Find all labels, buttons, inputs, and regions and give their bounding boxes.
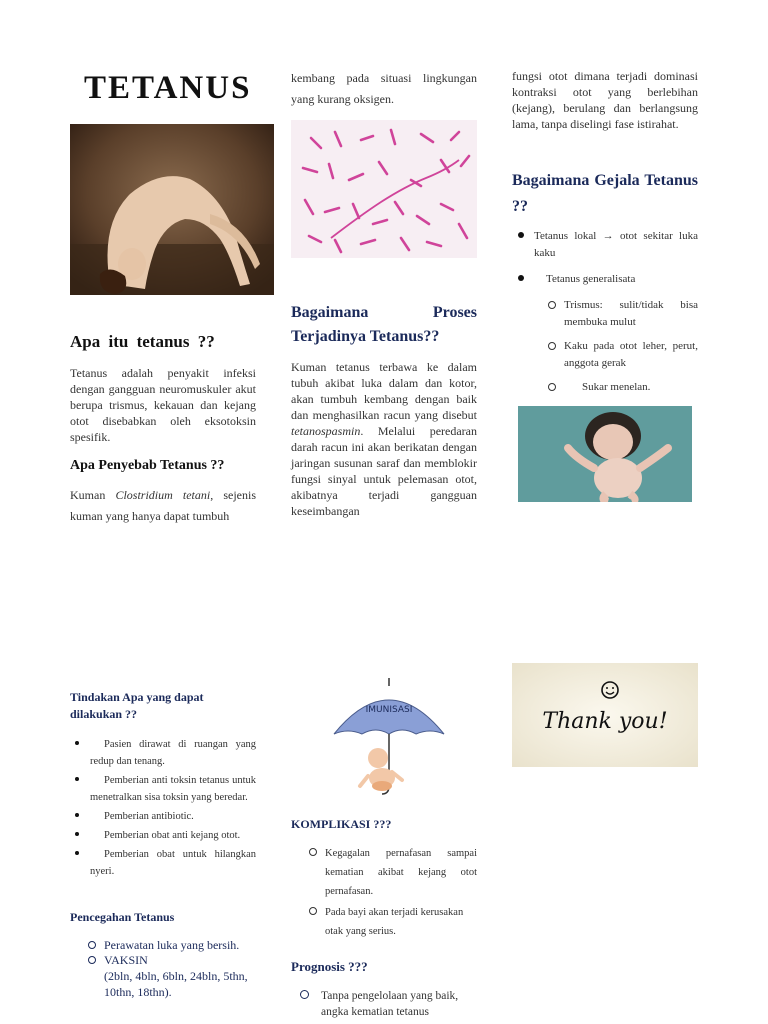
action-text: Pemberian anti toksin tetanus untuk menetralkan sisa toksin yang beredar. — [90, 775, 256, 803]
bullet-ring-icon — [300, 990, 309, 999]
bullet-ring-icon — [88, 956, 96, 964]
thank-you-note — [512, 663, 698, 767]
bullet-ring-icon — [548, 383, 556, 391]
bullet-dot-icon — [518, 232, 524, 238]
symptom-local-text: Tetanus lokal → otot sekitar luka kaku — [534, 230, 698, 259]
bullet-ring-icon — [548, 342, 556, 350]
cause-prefix: Kuman — [70, 488, 116, 502]
immunization-umbrella-illustration — [330, 674, 448, 802]
action-text: Pemberian obat anti kejang otot. — [104, 830, 241, 841]
prevention-text: Perawatan luka yang bersih. — [104, 938, 240, 952]
prognosis-item — [300, 988, 476, 1020]
what-is-tetanus-heading: Apa itu tetanus ?? — [70, 332, 215, 351]
tetanus-patient-painting — [70, 124, 274, 295]
sub-symptom-item — [512, 338, 698, 372]
what-is-tetanus-text: Tetanus adalah penyakit infeksi dengan gangguan neuromuskuler akut berupa trismus, kekauan dan kejang otot disebabkan oleh eksotoksin spesifik. — [70, 366, 256, 444]
symptoms-heading: Bagaimana Gejala Tetanus ?? — [512, 172, 698, 215]
action-item — [70, 846, 256, 880]
sub-symptom-item — [512, 297, 698, 331]
action-item — [70, 772, 256, 806]
cause-organism: Clostridium tetani — [115, 488, 211, 502]
complication-item — [309, 903, 477, 941]
bullet-dot-icon — [75, 832, 79, 836]
actions-heading: Tindakan Apa yang dapat dilakukan ?? — [70, 690, 204, 721]
actions-list — [70, 736, 256, 880]
bullet-dot-icon — [518, 275, 524, 281]
complication-text: Kegagalan pernafasan sampai kematian akibat kejang otot pernafasan. — [325, 848, 477, 897]
sub-symptom-text: Trismus: sulit/tidak bisa membuka mulut — [564, 299, 698, 328]
prognosis-text: Tanpa pengelolaan yang baik, angka kematian tetanus — [321, 990, 459, 1018]
bullet-dot-icon — [75, 741, 79, 745]
prognosis-list — [300, 988, 476, 1020]
page-title: TETANUS — [84, 70, 252, 106]
complications-heading: KOMPLIKASI ??? — [291, 817, 392, 831]
action-item — [70, 808, 256, 825]
prevention-text: VAKSIN — [104, 953, 148, 967]
vaccine-schedule: (2bln, 4bln, 6bln, 24bln, 5thn, 10thn, 18thn). — [104, 969, 248, 999]
action-text: Pemberian obat untuk hilangkan nyeri. — [90, 849, 256, 877]
cause-heading: Apa Penyebab Tetanus ?? — [70, 458, 225, 473]
complication-text: Pada bayi akan terjadi kerusakan otak yang serius. — [325, 907, 464, 937]
column3-continued-text: fungsi otot dimana terjadi dominasi kontraksi otot yang berlebihan (kejang), berulang dan berlangsung lama, tanpa diselingi fase istirahat. — [512, 69, 698, 131]
process-text-post: . Melalui peredaran darah racun ini akan berikatan dengan jaringan susunan saraf dan memblokir fungsi sinyal untuk pelemasan otot, akibatnya terjadi gangguan keseimbangan — [291, 424, 477, 518]
action-text: Pemberian antibiotic. — [104, 811, 194, 822]
complications-list — [309, 844, 477, 941]
bullet-ring-icon — [548, 301, 556, 309]
bullet-ring-icon — [309, 848, 317, 856]
process-text — [291, 359, 477, 519]
prevention-heading: Pencegahan Tetanus — [70, 910, 175, 924]
process-toxin: tetanospasmin — [291, 424, 361, 438]
umbrella-label: IMUNISASI — [365, 705, 413, 715]
process-text-pre: Kuman tetanus terbawa ke dalam tubuh akibat luka dalam dan kotor, akan tumbuh kembang dengan baik dan menghasilkan racun yang disebut — [291, 360, 477, 422]
column2-continued-text: kembang pada situasi lingkungan yang kurang oksigen. — [291, 71, 477, 106]
prognosis-heading: Prognosis ??? — [291, 959, 368, 974]
prevention-item — [88, 938, 258, 953]
process-heading: Bagaimana Proses Terjadinya Tetanus?? — [291, 304, 477, 345]
action-item — [70, 827, 256, 844]
cause-text — [70, 485, 256, 527]
action-item — [70, 736, 256, 770]
prevention-item — [88, 953, 258, 968]
bacteria-micrograph — [291, 120, 477, 258]
bullet-dot-icon — [75, 813, 79, 817]
symptom-general-text: Tetanus generalisata — [546, 273, 636, 285]
sub-symptom-text: Kaku pada otot leher, perut, anggota gerak — [564, 340, 698, 369]
action-text: Pasien dirawat di ruangan yang redup dan tenang. — [90, 739, 256, 767]
bullet-dot-icon — [75, 777, 79, 781]
bullet-ring-icon — [88, 941, 96, 949]
symptom-item — [512, 228, 698, 262]
symptom-item — [512, 271, 698, 288]
prevention-list — [88, 938, 258, 1000]
bullet-ring-icon — [309, 907, 317, 915]
sub-symptom-item — [512, 379, 698, 396]
infant-photo — [518, 406, 692, 502]
complication-item — [309, 844, 477, 901]
sub-symptom-text: Sukar menelan. — [582, 381, 651, 393]
symptoms-list — [512, 228, 698, 396]
cause-rest: , sejenis kuman yang hanya dapat tumbuh — [70, 488, 256, 523]
bullet-dot-icon — [75, 851, 79, 855]
thank-you-text: Thank you! — [542, 709, 668, 734]
